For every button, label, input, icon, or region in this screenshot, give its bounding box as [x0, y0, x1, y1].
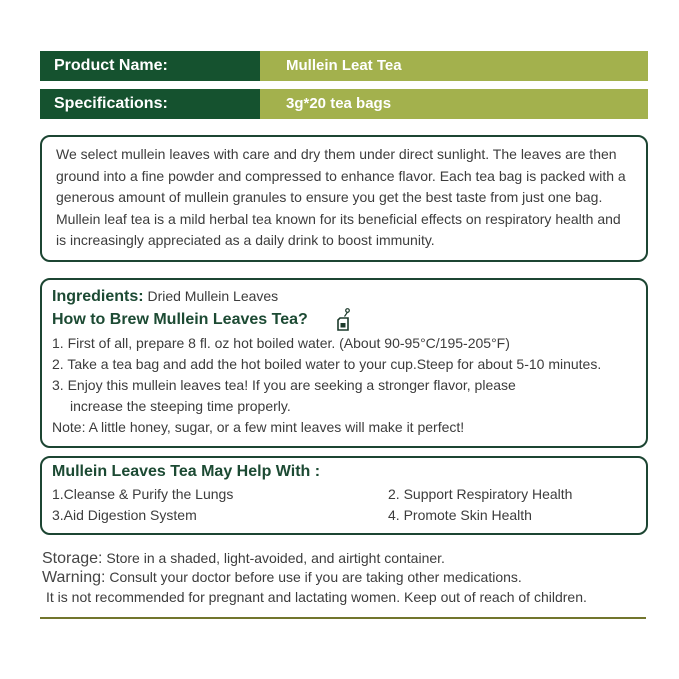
brew-title-line — [52, 307, 642, 333]
brew-title: How to Brew Mullein Leaves Tea? — [52, 311, 308, 328]
warning-continuation: It is not recommended for pregnant and lactating women. Keep out of reach of children. — [46, 588, 587, 605]
specifications-label: Specifications: — [40, 89, 260, 119]
benefit-item-4: 4. Promote Skin Health — [388, 506, 532, 523]
specifications-row — [40, 89, 648, 119]
benefits-column-right — [388, 484, 642, 526]
ingredients-line — [52, 286, 642, 307]
warning-text: Consult your doctor before use if you are taking other medications. — [109, 569, 522, 585]
warning-label: Warning: — [42, 569, 106, 586]
description-text: We select mullein leaves with care and dry them under direct sunlight. The leaves are then ground into a fine powder and compressed to enhance flavor. Each tea bag is packed with a generous amount of mullein granules to ensure you get the best taste from just one bag. Mullein leaf tea is a mild herbal tea known for its beneficial effects on respiratory health and is increasingly appreciated as a daily drink to boost immunity. — [56, 146, 626, 248]
brew-step-2: 2. Take a tea bag and add the hot boiled water to your cup.Steep for about 5-10 minutes. — [52, 355, 602, 372]
spec-table — [40, 51, 648, 119]
product-name-value: Mullein Leat Tea — [260, 51, 648, 81]
brew-step-3-continuation: increase the steeping time properly. — [70, 397, 291, 414]
storage-line — [42, 549, 648, 569]
brewing-box — [40, 278, 648, 448]
benefit-item-2: 2. Support Respiratory Health — [388, 485, 573, 502]
brew-note: Note: A little honey, sugar, or a few mint leaves will make it perfect! — [52, 418, 465, 435]
brew-step-3: 3. Enjoy this mullein leaves tea! If you are seeking a stronger flavor, please — [52, 376, 516, 393]
storage-warning-section — [40, 549, 648, 608]
ingredients-value: Dried Mullein Leaves — [147, 287, 279, 304]
brew-step-1: 1. First of all, prepare 8 fl. oz hot boiled water. (About 90-95°C/195-205°F) — [52, 334, 510, 351]
benefits-column-left — [52, 484, 388, 526]
ingredients-label: Ingredients: — [52, 287, 144, 305]
description-box — [40, 135, 648, 262]
benefit-item-3: 3.Aid Digestion System — [52, 506, 197, 523]
benefits-box — [40, 456, 648, 535]
product-label-page — [40, 0, 648, 619]
warning-line — [42, 568, 648, 588]
storage-text: Store in a shaded, light-avoided, and airtight container. — [106, 549, 445, 566]
benefits-columns — [52, 484, 642, 526]
teabag-icon — [336, 308, 352, 332]
benefits-title: Mullein Leaves Tea May Help With : — [52, 462, 321, 480]
specifications-value: 3g*20 tea bags — [260, 89, 648, 119]
benefit-item-1: 1.Cleanse & Purify the Lungs — [52, 485, 234, 502]
bottom-divider — [40, 617, 646, 619]
product-name-label: Product Name: — [40, 51, 260, 81]
storage-label: Storage: — [42, 549, 103, 567]
product-name-row — [40, 51, 648, 81]
